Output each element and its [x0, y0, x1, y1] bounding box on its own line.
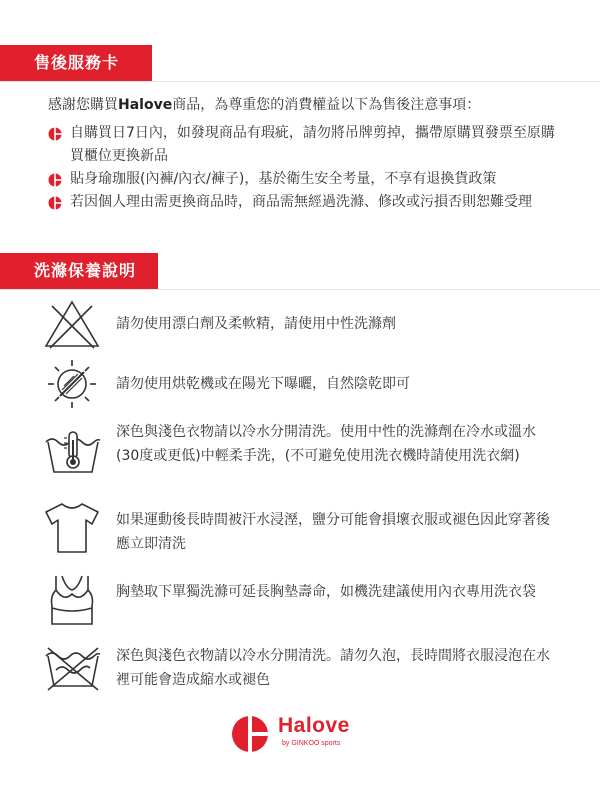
care-row [40, 420, 560, 492]
divider [0, 289, 600, 290]
care-row [40, 296, 560, 356]
wash-temperature-icon [40, 426, 104, 482]
care-text: 胸墊取下單獨洗滌可延長胸墊壽命，如機洗建議使用內衣專用洗衣袋 [116, 584, 536, 600]
brand-bullet-icon [48, 173, 62, 187]
care-text: 請勿使用烘乾機或在陽光下曝曬，自然陰乾即可 [116, 376, 410, 392]
care-text: 請勿使用漂白劑及柔軟精，請使用中性洗滌劑 [116, 316, 396, 332]
care-row [40, 572, 560, 632]
sports-bra-icon [40, 572, 104, 628]
after-sales-intro [48, 94, 480, 116]
no-tumble-dry-icon [40, 356, 104, 412]
list-item: 自購買日7日內，如發現商品有瑕疵，請勿將吊牌剪掉，攜帶原購買發票至原購買櫃位更換新品 [48, 122, 558, 168]
brand-logo [230, 712, 370, 756]
brand-bullet-icon [48, 196, 62, 210]
halove-logo-icon [230, 712, 274, 756]
t-shirt-icon [40, 500, 104, 556]
no-soak-icon [40, 640, 104, 696]
list-item: 貼身瑜珈服(內褲/內衣/褲子)，基於衛生安全考量，不享有退換貨政策 [48, 168, 558, 191]
care-text: 深色與淺色衣物請以冷水分開清洗。使用中性的洗滌劑在冷水或溫水(30度或更低)中輕柔手洗，(不可避免使用洗衣機時請使用洗衣網) [116, 424, 536, 464]
divider [0, 81, 600, 82]
intro-brand: Halove [118, 97, 173, 113]
care-row [40, 356, 560, 416]
after-sales-title-bar [0, 45, 152, 81]
brand-bullet-icon [48, 127, 62, 141]
after-sales-list [48, 122, 558, 214]
intro-suffix: 商品，為尊重您的消費權益以下為售後注意事項： [172, 97, 481, 113]
care-text: 如果運動後長時間被汗水浸溼，鹽分可能會損壞衣服或褪色因此穿著後應立即清洗 [116, 512, 550, 552]
logo-wordmark: Halove [278, 714, 350, 737]
intro-prefix: 感謝您購買 [48, 97, 118, 113]
care-row [40, 500, 560, 564]
after-sales-title: 售後服務卡 [34, 53, 120, 72]
care-row [40, 638, 560, 698]
care-title-bar [0, 253, 158, 289]
no-bleach-icon [40, 296, 104, 352]
care-title: 洗滌保養說明 [34, 261, 137, 280]
care-text: 深色與淺色衣物請以冷水分開清洗。請勿久泡，長時間將衣服浸泡在水裡可能會造成縮水或褪色 [116, 648, 550, 688]
list-item: 若因個人理由需更換商品時，商品需無經過洗滌、修改或污損否則恕難受理 [48, 191, 558, 214]
logo-subtitle: by GINKOO sports [282, 740, 341, 747]
